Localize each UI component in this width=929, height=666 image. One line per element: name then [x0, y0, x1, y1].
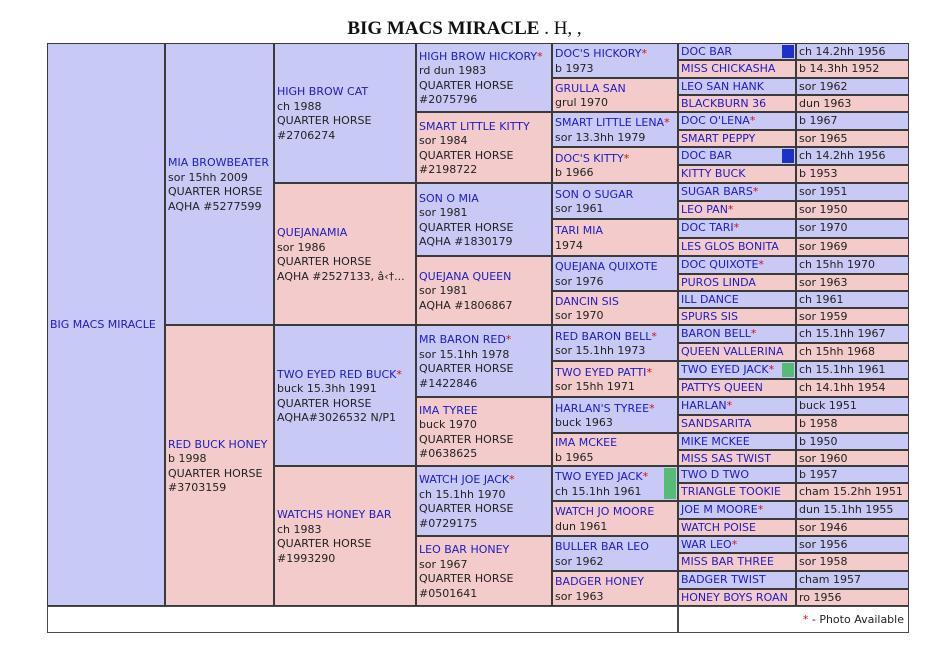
photo-star: * — [641, 47, 647, 60]
gen5-name[interactable]: DOC O'LENA — [681, 114, 750, 127]
gen4-info: sor 1963 — [555, 589, 604, 603]
gen3-line: buck 1970 — [419, 418, 477, 431]
gen2-cell-1 — [274, 183, 416, 325]
gen5-name-cell-17 — [678, 343, 796, 361]
photo-star: * — [733, 221, 740, 234]
gen3-line: sor 1984 — [419, 134, 468, 147]
pedigree-table — [47, 43, 909, 606]
gen4-name[interactable]: DOC'S HICKORY — [555, 47, 642, 60]
subject-cell — [47, 43, 165, 606]
gen3-line: QUARTER HORSE — [419, 78, 514, 92]
gen5-info: ch 15.1hh 1961 — [799, 363, 886, 376]
gen5-name-cell-10 — [678, 219, 796, 238]
gen4-cell-10 — [552, 397, 678, 433]
gen5-name[interactable]: TRIANGLE TOOKIE — [681, 485, 781, 498]
sire-cell — [165, 43, 274, 325]
photo-star: * — [509, 473, 515, 486]
photo-star: * — [758, 258, 764, 271]
subject-name[interactable]: BIG MACS MIRACLE — [50, 318, 156, 332]
gen5-info-cell-3 — [796, 95, 909, 112]
gen5-info-cell-28 — [796, 536, 909, 553]
page-title — [0, 18, 929, 40]
gen5-name[interactable]: PUROS LINDA — [681, 276, 756, 289]
gen5-info: ch 15.1hh 1967 — [799, 327, 886, 340]
photo-star: * — [646, 365, 652, 379]
gen5-name-cell-30 — [678, 571, 796, 589]
gen5-name-cell-21 — [678, 415, 796, 433]
photo-legend-text: - Photo Available — [808, 613, 904, 626]
gen5-info: sor 1965 — [799, 132, 848, 145]
gen4-info: ch 15.1hh 1961 — [555, 484, 642, 498]
gen4-cell-6 — [552, 256, 678, 291]
gen4-name[interactable]: HARLAN'S TYREE — [555, 401, 650, 415]
gen5-name-cell-6 — [678, 147, 796, 165]
gen3-line: #0638625 — [419, 447, 478, 460]
sire-name[interactable]: MIA BROWBEATER — [168, 156, 269, 169]
gen3-cell-0 — [416, 43, 552, 112]
gen3-name[interactable]: SON O MIA — [419, 191, 479, 205]
gen5-name-cell-11 — [678, 238, 796, 256]
gen5-name[interactable]: PATTYS QUEEN — [681, 381, 763, 394]
gen5-info-cell-8 — [796, 183, 909, 201]
gen3-line: QUARTER HORSE — [419, 220, 514, 234]
gen2-line: ch 1983 — [277, 522, 322, 536]
gen3-line: QUARTER HORSE — [419, 572, 514, 585]
gen2-cell-3 — [274, 466, 416, 606]
gen5-name[interactable]: DOC BAR — [681, 45, 733, 58]
gen5-info: sor 1956 — [799, 538, 848, 551]
gen3-cell-4 — [416, 325, 552, 397]
gen3-name[interactable]: HIGH BROW HICKORY — [419, 49, 538, 63]
gen5-name[interactable]: TWO EYED JACK — [681, 363, 769, 376]
gen3-line: AQHA #1806867 — [419, 298, 513, 312]
sire-line2: QUARTER HORSE — [168, 185, 263, 198]
gen5-info-cell-4 — [796, 112, 909, 130]
photo-star: * — [649, 401, 655, 415]
gen5-info-cell-7 — [796, 165, 909, 183]
gen5-info: sor 1951 — [799, 185, 848, 198]
gen5-name[interactable]: HARLAN — [681, 399, 727, 412]
gen5-info-cell-12 — [796, 256, 909, 274]
gen5-info-cell-31 — [796, 589, 909, 606]
gen2-line: QUARTER HORSE — [277, 255, 372, 268]
gen2-cell-2 — [274, 325, 416, 466]
gen4-info: sor 1976 — [555, 274, 604, 288]
gen3-line: sor 1981 — [419, 284, 468, 298]
gen3-line: #2198722 — [419, 163, 478, 176]
gen5-info: b 14.3hh 1952 — [799, 62, 880, 75]
gen5-info-cell-26 — [796, 501, 909, 519]
gen5-info-cell-25 — [796, 483, 909, 501]
gen5-name-cell-28 — [678, 536, 796, 553]
gen5-name-cell-31 — [678, 589, 796, 606]
gen5-name-cell-3 — [678, 95, 796, 112]
gen5-name-cell-5 — [678, 130, 796, 147]
gen5-info: sor 1958 — [799, 555, 848, 568]
gen2-line: QUARTER HORSE — [277, 396, 372, 410]
gen5-name[interactable]: DOC QUIXOTE — [681, 258, 759, 271]
gen5-info: sor 1946 — [799, 521, 848, 534]
gen5-name[interactable]: SANDSARITA — [681, 417, 752, 430]
gen4-info: b 1966 — [555, 166, 594, 179]
gen5-info: ch 14.1hh 1954 — [799, 381, 886, 394]
gen3-cell-2 — [416, 183, 552, 256]
color-marker — [782, 45, 794, 58]
gen5-info-cell-29 — [796, 553, 909, 571]
gen3-cell-7 — [416, 536, 552, 606]
gen4-info: b 1973 — [555, 61, 594, 75]
gen3-line: #0729175 — [419, 516, 478, 530]
gen5-name-cell-18 — [678, 361, 796, 379]
gen5-info-cell-20 — [796, 397, 909, 415]
gen5-name[interactable]: DOC TARI — [681, 221, 734, 234]
gen4-cell-0 — [552, 43, 678, 78]
gen5-info-cell-23 — [796, 450, 909, 466]
gen4-info: sor 15.1hh 1973 — [555, 344, 646, 357]
gen5-name[interactable]: WATCH POISE — [681, 521, 756, 534]
gen4-name[interactable]: SMART LITTLE LENA — [555, 116, 665, 129]
gen5-info-cell-18 — [796, 361, 909, 379]
gen4-cell-1 — [552, 78, 678, 112]
gen5-name-cell-4 — [678, 112, 796, 130]
gen5-name[interactable]: SUGAR BARS — [681, 185, 753, 198]
gen5-name[interactable]: MIKE MCKEE — [681, 435, 750, 448]
gen4-cell-8 — [552, 325, 678, 361]
gen5-name-cell-2 — [678, 78, 796, 95]
gen5-name-cell-9 — [678, 201, 796, 219]
gen5-info: sor 1960 — [799, 452, 848, 465]
gen4-name[interactable]: TARI MIA — [555, 224, 604, 237]
gen4-name[interactable]: DOC'S KITTY — [555, 151, 624, 165]
gen5-name[interactable]: HONEY BOYS ROAN — [681, 591, 788, 604]
dam-line1: b 1998 — [168, 452, 207, 465]
dam-name[interactable]: RED BUCK HONEY — [168, 437, 268, 451]
gen5-info-cell-27 — [796, 519, 909, 536]
gen5-info-cell-1 — [796, 60, 909, 78]
gen2-cell-0 — [274, 43, 416, 183]
gen5-name[interactable]: LES GLOS BONITA — [681, 240, 779, 253]
gen5-name[interactable]: BLACKBURN 36 — [681, 97, 767, 110]
gen3-name[interactable]: WATCH JOE JACK — [419, 473, 510, 486]
gen5-info: cham 1957 — [799, 573, 861, 586]
gen4-cell-5 — [552, 219, 678, 256]
title-suffix: . H, , — [539, 18, 582, 39]
gen5-name[interactable]: KITTY BUCK — [681, 167, 746, 180]
gen4-info: sor 1961 — [555, 202, 604, 215]
gen5-name[interactable]: TWO D TWO — [681, 468, 749, 481]
gen4-info: sor 1970 — [555, 309, 604, 322]
gen5-info: ch 1961 — [799, 293, 844, 306]
gen4-cell-7 — [552, 291, 678, 325]
gen2-line: buck 15.3hh 1991 — [277, 382, 377, 395]
gen5-name[interactable]: BADGER TWIST — [681, 573, 766, 586]
gen3-cell-6 — [416, 466, 552, 536]
photo-star: * — [731, 538, 738, 551]
photo-star: * — [802, 613, 809, 626]
gen4-info: sor 1962 — [555, 554, 604, 568]
gen5-name[interactable]: SPURS SIS — [681, 310, 738, 323]
gen5-name-cell-20 — [678, 397, 796, 415]
gen2-name[interactable]: WATCHS HONEY BAR — [277, 508, 392, 521]
gen4-name[interactable]: WATCH JO MOORE — [555, 505, 655, 518]
gen3-line: QUARTER HORSE — [419, 432, 514, 446]
gen4-cell-4 — [552, 183, 678, 219]
gen5-info: dun 15.1hh 1955 — [799, 503, 894, 516]
gen2-line: QUARTER HORSE — [277, 114, 372, 127]
gen4-info: buck 1963 — [555, 416, 613, 429]
gen3-line: #2075796 — [419, 93, 478, 106]
gen5-name-cell-19 — [678, 379, 796, 397]
gen2-name[interactable]: QUEJANAMIA — [277, 226, 348, 239]
gen3-line: #1422846 — [419, 376, 478, 390]
gen3-line: QUARTER HORSE — [419, 502, 514, 515]
gen4-cell-3 — [552, 147, 678, 183]
photo-star: * — [651, 329, 657, 343]
photo-star: * — [664, 116, 670, 129]
gen5-name-cell-12 — [678, 256, 796, 274]
photo-star: * — [749, 114, 756, 127]
gen5-info-cell-17 — [796, 343, 909, 361]
gen4-name[interactable]: BADGER HONEY — [555, 575, 644, 588]
gen5-info-cell-6 — [796, 147, 909, 165]
gen5-name[interactable]: BARON BELL — [681, 327, 751, 340]
gen3-line: sor 1967 — [419, 557, 468, 571]
photo-star: * — [396, 367, 402, 381]
gen5-info: sor 1970 — [799, 221, 848, 234]
gen5-name[interactable]: DOC BAR — [681, 149, 733, 162]
gen5-info-cell-11 — [796, 238, 909, 256]
gen4-cell-12 — [552, 466, 678, 501]
gen5-info-cell-21 — [796, 415, 909, 433]
gen5-info: dun 1963 — [799, 97, 852, 110]
gen4-name[interactable]: TWO EYED PATTI — [555, 365, 647, 379]
gen3-line: sor 15.1hh 1978 — [419, 347, 510, 361]
gen5-info-cell-19 — [796, 379, 909, 397]
gen3-cell-3 — [416, 256, 552, 325]
gen5-info: buck 1951 — [799, 399, 857, 412]
photo-legend — [678, 606, 909, 633]
gen5-name[interactable]: LEO PAN — [681, 203, 728, 216]
gen5-info-cell-30 — [796, 571, 909, 589]
gen5-name[interactable]: QUEEN VALLERINA — [681, 345, 784, 358]
gen4-info: sor 13.3hh 1979 — [555, 130, 646, 144]
color-marker — [782, 149, 794, 163]
gen5-info: ch 15hh 1970 — [799, 258, 875, 271]
gen5-name-cell-24 — [678, 466, 796, 483]
gen3-line: QUARTER HORSE — [419, 362, 514, 375]
gen5-info: b 1958 — [799, 417, 838, 430]
gen5-info-cell-15 — [796, 308, 909, 325]
gen3-name[interactable]: QUEJANA QUEEN — [419, 269, 512, 283]
gen3-line: #0501641 — [419, 586, 478, 600]
dam-cell — [165, 325, 274, 606]
gen5-name[interactable]: MISS SAS TWIST — [681, 452, 771, 465]
gen4-name[interactable]: SON O SUGAR — [555, 187, 634, 201]
gen4-cell-14 — [552, 536, 678, 571]
dam-line2: QUARTER HORSE — [168, 466, 263, 480]
gen5-info: ch 14.2hh 1956 — [799, 45, 886, 58]
gen3-line: QUARTER HORSE — [419, 148, 514, 162]
gen5-info: sor 1963 — [799, 276, 848, 289]
gen5-info-cell-5 — [796, 130, 909, 147]
gen5-info-cell-13 — [796, 274, 909, 291]
gen5-name-cell-14 — [678, 291, 796, 308]
gen5-info-cell-14 — [796, 291, 909, 308]
gen5-name-cell-1 — [678, 60, 796, 78]
gen4-cell-2 — [552, 112, 678, 147]
gen5-info-cell-2 — [796, 78, 909, 95]
gen2-line: sor 1986 — [277, 240, 326, 254]
color-marker — [782, 363, 794, 377]
gen4-name[interactable]: IMA MCKEE — [555, 436, 618, 449]
gen4-name[interactable]: BULLER BAR LEO — [555, 540, 649, 553]
gen4-cell-13 — [552, 501, 678, 536]
gen5-name-cell-29 — [678, 553, 796, 571]
gen4-name[interactable]: TWO EYED JACK — [555, 470, 643, 483]
gen3-line: AQHA #1830179 — [419, 235, 513, 248]
gen5-info: sor 1969 — [799, 240, 848, 253]
gen4-name[interactable]: RED BARON BELL — [555, 329, 652, 343]
gen5-name[interactable]: LEO SAN HANK — [681, 80, 764, 93]
gen3-name[interactable]: SMART LITTLE KITTY — [419, 119, 530, 133]
gen2-line: AQHA#3026532 N/P1 — [277, 411, 397, 424]
photo-star: * — [726, 399, 733, 412]
gen5-name-cell-13 — [678, 274, 796, 291]
gen5-name[interactable]: JOE M MOORE — [681, 503, 758, 516]
gen5-info-cell-9 — [796, 201, 909, 219]
gen5-name[interactable]: MISS CHICKASHA — [681, 62, 776, 75]
gen3-name[interactable]: MR BARON RED — [419, 333, 506, 346]
title-horse-name: BIG MACS MIRACLE — [347, 18, 540, 39]
gen4-name[interactable]: GRULLA SAN — [555, 81, 626, 95]
gen4-info: b 1965 — [555, 450, 594, 464]
gen4-cell-11 — [552, 433, 678, 466]
gen4-name[interactable]: DANCIN SIS — [555, 294, 619, 308]
color-marker — [664, 468, 676, 499]
gen4-info: grul 1970 — [555, 96, 609, 109]
gen5-name[interactable]: WAR LEO — [681, 538, 732, 551]
gen5-info: ch 14.2hh 1956 — [799, 149, 886, 162]
photo-star: * — [757, 503, 764, 516]
gen5-name-cell-16 — [678, 325, 796, 343]
gen3-name[interactable]: IMA TYREE — [419, 403, 478, 417]
gen5-info: b 1957 — [799, 468, 838, 481]
gen5-info-cell-22 — [796, 433, 909, 450]
gen5-name-cell-22 — [678, 433, 796, 450]
gen4-cell-15 — [552, 571, 678, 606]
photo-star: * — [727, 203, 734, 216]
gen5-name[interactable]: MISS BAR THREE — [681, 555, 774, 568]
gen5-name-cell-26 — [678, 501, 796, 519]
gen5-name-cell-8 — [678, 183, 796, 201]
gen3-line: sor 1981 — [419, 206, 468, 219]
dam-line3: #3703159 — [168, 481, 227, 494]
gen5-info: sor 1962 — [799, 80, 848, 93]
gen3-name[interactable]: LEO BAR HONEY — [419, 543, 510, 556]
footer-blank — [47, 606, 678, 633]
gen5-info-cell-0 — [796, 43, 909, 60]
gen4-cell-9 — [552, 361, 678, 397]
gen5-info-cell-24 — [796, 466, 909, 483]
gen2-line: #2706274 — [277, 128, 336, 142]
gen5-info: sor 1950 — [799, 203, 848, 216]
photo-star: * — [750, 327, 757, 340]
photo-star: * — [505, 333, 512, 346]
gen3-cell-5 — [416, 397, 552, 466]
gen5-name-cell-27 — [678, 519, 796, 536]
gen5-name-cell-15 — [678, 308, 796, 325]
gen2-line: QUARTER HORSE — [277, 537, 372, 550]
gen5-info: b 1950 — [799, 435, 838, 448]
gen2-line: #1993290 — [277, 551, 336, 565]
photo-star: * — [752, 185, 759, 198]
gen5-name[interactable]: ILL DANCE — [681, 293, 739, 306]
gen2-name[interactable]: HIGH BROW CAT — [277, 85, 369, 98]
gen5-info-cell-10 — [796, 219, 909, 238]
gen5-info: ch 15hh 1968 — [799, 345, 875, 358]
photo-star: * — [642, 470, 649, 483]
gen5-info: ro 1956 — [799, 591, 842, 604]
gen5-info: cham 15.2hh 1951 — [799, 485, 903, 498]
gen4-name[interactable]: QUEJANA QUIXOTE — [555, 260, 658, 273]
gen4-info: dun 1961 — [555, 519, 608, 533]
photo-star: * — [623, 151, 630, 165]
gen5-info: b 1967 — [799, 114, 838, 127]
sire-line1: sor 15hh 2009 — [168, 170, 248, 184]
gen5-name-cell-25 — [678, 483, 796, 501]
sire-line3: AQHA #5277599 — [168, 199, 262, 213]
gen3-line: rd dun 1983 — [419, 64, 487, 77]
gen5-name-cell-23 — [678, 450, 796, 466]
gen5-name-cell-7 — [678, 165, 796, 183]
gen5-name-cell-0 — [678, 43, 796, 60]
gen3-cell-1 — [416, 112, 552, 183]
gen4-info: 1974 — [555, 238, 583, 252]
gen3-line: ch 15.1hh 1970 — [419, 487, 506, 501]
gen5-info: b 1953 — [799, 167, 838, 180]
gen5-name[interactable]: SMART PEPPY — [681, 132, 756, 145]
photo-star: * — [537, 49, 543, 63]
gen5-info: sor 1959 — [799, 310, 848, 323]
gen4-info: sor 15hh 1971 — [555, 380, 635, 393]
gen2-line: ch 1988 — [277, 99, 322, 113]
gen2-name[interactable]: TWO EYED RED BUCK — [277, 367, 397, 381]
gen2-line: AQHA #2527133, â‹†... — [277, 269, 405, 283]
gen5-info-cell-16 — [796, 325, 909, 343]
photo-star: * — [768, 363, 775, 376]
